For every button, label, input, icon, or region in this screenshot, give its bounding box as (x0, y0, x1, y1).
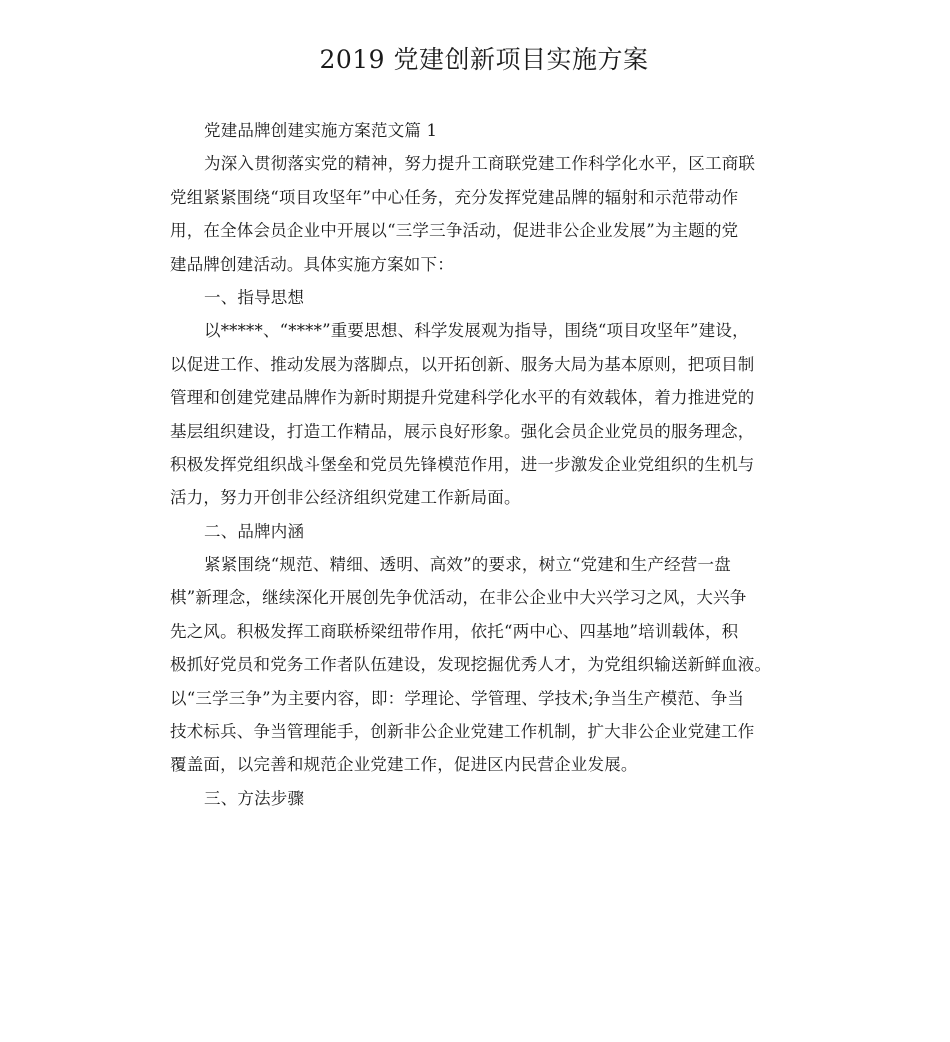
paragraph-line: 为深入贯彻落实党的精神，努力提升工商联党建工作科学化水平，区工商联 (204, 154, 756, 174)
paragraph-line: 紧紧围绕“规范、精细、透明、高效”的要求，树立“党建和生产经营一盘 (204, 555, 731, 575)
document-title: 2019 党建创新项目实施方案 (319, 45, 649, 74)
paragraph-line: 管理和创建党建品牌作为新时期提升党建科学化水平的有效载体，着力推进党的 (170, 388, 755, 408)
section-heading: 二、品牌内涵 (204, 521, 305, 541)
document-body (170, 114, 798, 815)
paragraph-line: 活力，努力开创非公经济组织党建工作新局面。 (170, 488, 521, 508)
paragraph-line: 先之风。积极发挥工商联桥梁纽带作用，依托“两中心、四基地”培训载体，积 (170, 621, 739, 641)
section-heading: 一、指导思想 (204, 287, 305, 307)
paragraph-line: 极抓好党员和党务工作者队伍建设，发现挖掘优秀人才，为党组织输送新鲜血液。 (170, 655, 772, 675)
paragraph-line: 以*****、“****”重要思想、科学发展观为指导，围绕“项目攻坚年”建设， (204, 321, 749, 341)
paragraph-line: 棋”新理念，继续深化开展创先争优活动，在非公企业中大兴学习之风，大兴争 (170, 588, 747, 608)
section-heading: 三、方法步骤 (204, 788, 305, 808)
paragraph-line: 积极发挥党组织战斗堡垒和党员先锋模范作用，进一步激发企业党组织的生机与 (170, 454, 755, 474)
paragraph-line: 用，在全体会员企业中开展以“三学三争活动，促进非公企业发展”为主题的党 (170, 221, 739, 241)
paragraph-line: 技术标兵、争当管理能手，创新非公企业党建工作机制，扩大非公企业党建工作 (170, 722, 755, 742)
paragraph-line: 建品牌创建活动。具体实施方案如下： (170, 254, 454, 274)
paragraph-line: 以促进工作、推动发展为落脚点，以开拓创新、服务大局为基本原则，把项目制 (170, 354, 755, 374)
paragraph-line: 以“三学三争”为主要内容，即：学理论、学管理、学技术;争当生产模范、争当 (170, 688, 745, 708)
section-heading: 党建品牌创建实施方案范文篇 1 (204, 121, 438, 140)
paragraph-line: 覆盖面，以完善和规范企业党建工作，促进区内民营企业发展。 (170, 755, 638, 775)
paragraph-line: 基层组织建设，打造工作精品，展示良好形象。强化会员企业党员的服务理念， (170, 421, 755, 441)
paragraph-line: 党组紧紧围绕“项目攻坚年”中心任务，充分发挥党建品牌的辐射和示范带动作 (170, 187, 739, 207)
